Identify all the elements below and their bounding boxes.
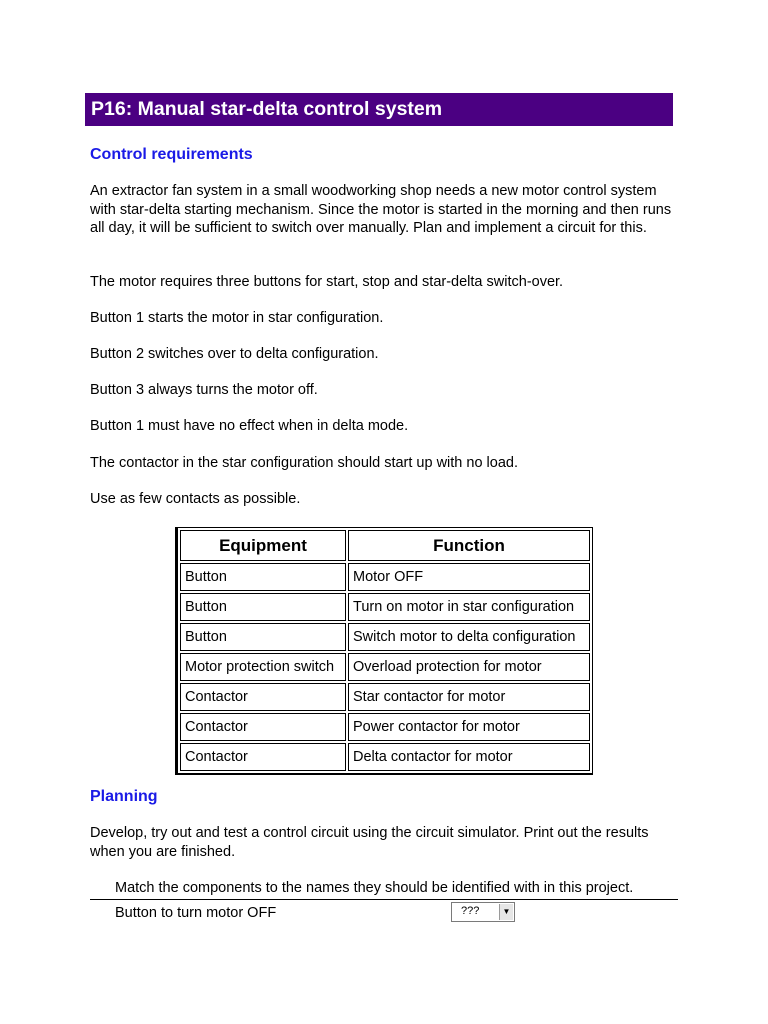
divider (90, 899, 678, 900)
table-row (180, 713, 590, 741)
paragraph-button-2: Button 2 switches over to delta configuration. (90, 346, 379, 362)
paragraph-few-contacts: Use as few contacts as possible. (90, 491, 301, 507)
chevron-down-icon[interactable]: ▼ (499, 904, 513, 920)
table-header-row (180, 530, 590, 561)
header-equipment: Equipment (180, 530, 346, 561)
table-row (180, 593, 590, 621)
paragraph-button-3: Button 3 always turns the motor off. (90, 382, 318, 398)
component-select[interactable] (451, 902, 515, 922)
equipment-table (175, 527, 593, 775)
paragraph-buttons: The motor requires three buttons for start, stop and star-delta switch-over. (90, 274, 564, 290)
equipment-cell: Contactor (180, 683, 346, 711)
table-row (180, 623, 590, 651)
title-banner (85, 93, 673, 126)
function-cell: Power contactor for motor (348, 713, 590, 741)
page-title: P16: Manual star-delta control system (91, 98, 443, 120)
function-cell: Delta contactor for motor (348, 743, 590, 771)
function-cell: Star contactor for motor (348, 683, 590, 711)
function-cell: Motor OFF (348, 563, 590, 591)
paragraph-button-1: Button 1 starts the motor in star configuration. (90, 310, 384, 326)
table-row (180, 653, 590, 681)
matching-item-label: Button to turn motor OFF (115, 905, 277, 921)
paragraph-star-contactor: The contactor in the star configuration should start up with no load. (90, 455, 518, 471)
section-heading-control-requirements: Control requirements (90, 146, 253, 163)
component-select-value: ??? (461, 905, 480, 917)
paragraph-button-1-delta: Button 1 must have no effect when in delta mode. (90, 418, 409, 434)
equipment-cell: Contactor (180, 713, 346, 741)
table-row (180, 683, 590, 711)
section-heading-planning: Planning (90, 788, 158, 805)
header-function: Function (348, 530, 590, 561)
equipment-cell: Button (180, 563, 346, 591)
paragraph-intro: An extractor fan system in a small woodworking shop needs a new motor control system with star-delta starting mechanism. Since the motor is started in the morning and then runs all day, it will be sufficient to switch over manually. Plan and implement a circuit for this. (90, 183, 672, 236)
function-cell: Switch motor to delta configuration (348, 623, 590, 651)
function-cell: Overload protection for motor (348, 653, 590, 681)
equipment-cell: Button (180, 593, 346, 621)
equipment-cell: Contactor (180, 743, 346, 771)
equipment-cell: Button (180, 623, 346, 651)
table-row (180, 743, 590, 771)
function-cell: Turn on motor in star configuration (348, 593, 590, 621)
equipment-cell: Motor protection switch (180, 653, 346, 681)
paragraph-planning: Develop, try out and test a control circuit using the circuit simulator. Print out the results when you are finished. (90, 825, 649, 860)
table-row (180, 563, 590, 591)
matching-instruction: Match the components to the names they should be identified with in this project. (115, 880, 634, 896)
